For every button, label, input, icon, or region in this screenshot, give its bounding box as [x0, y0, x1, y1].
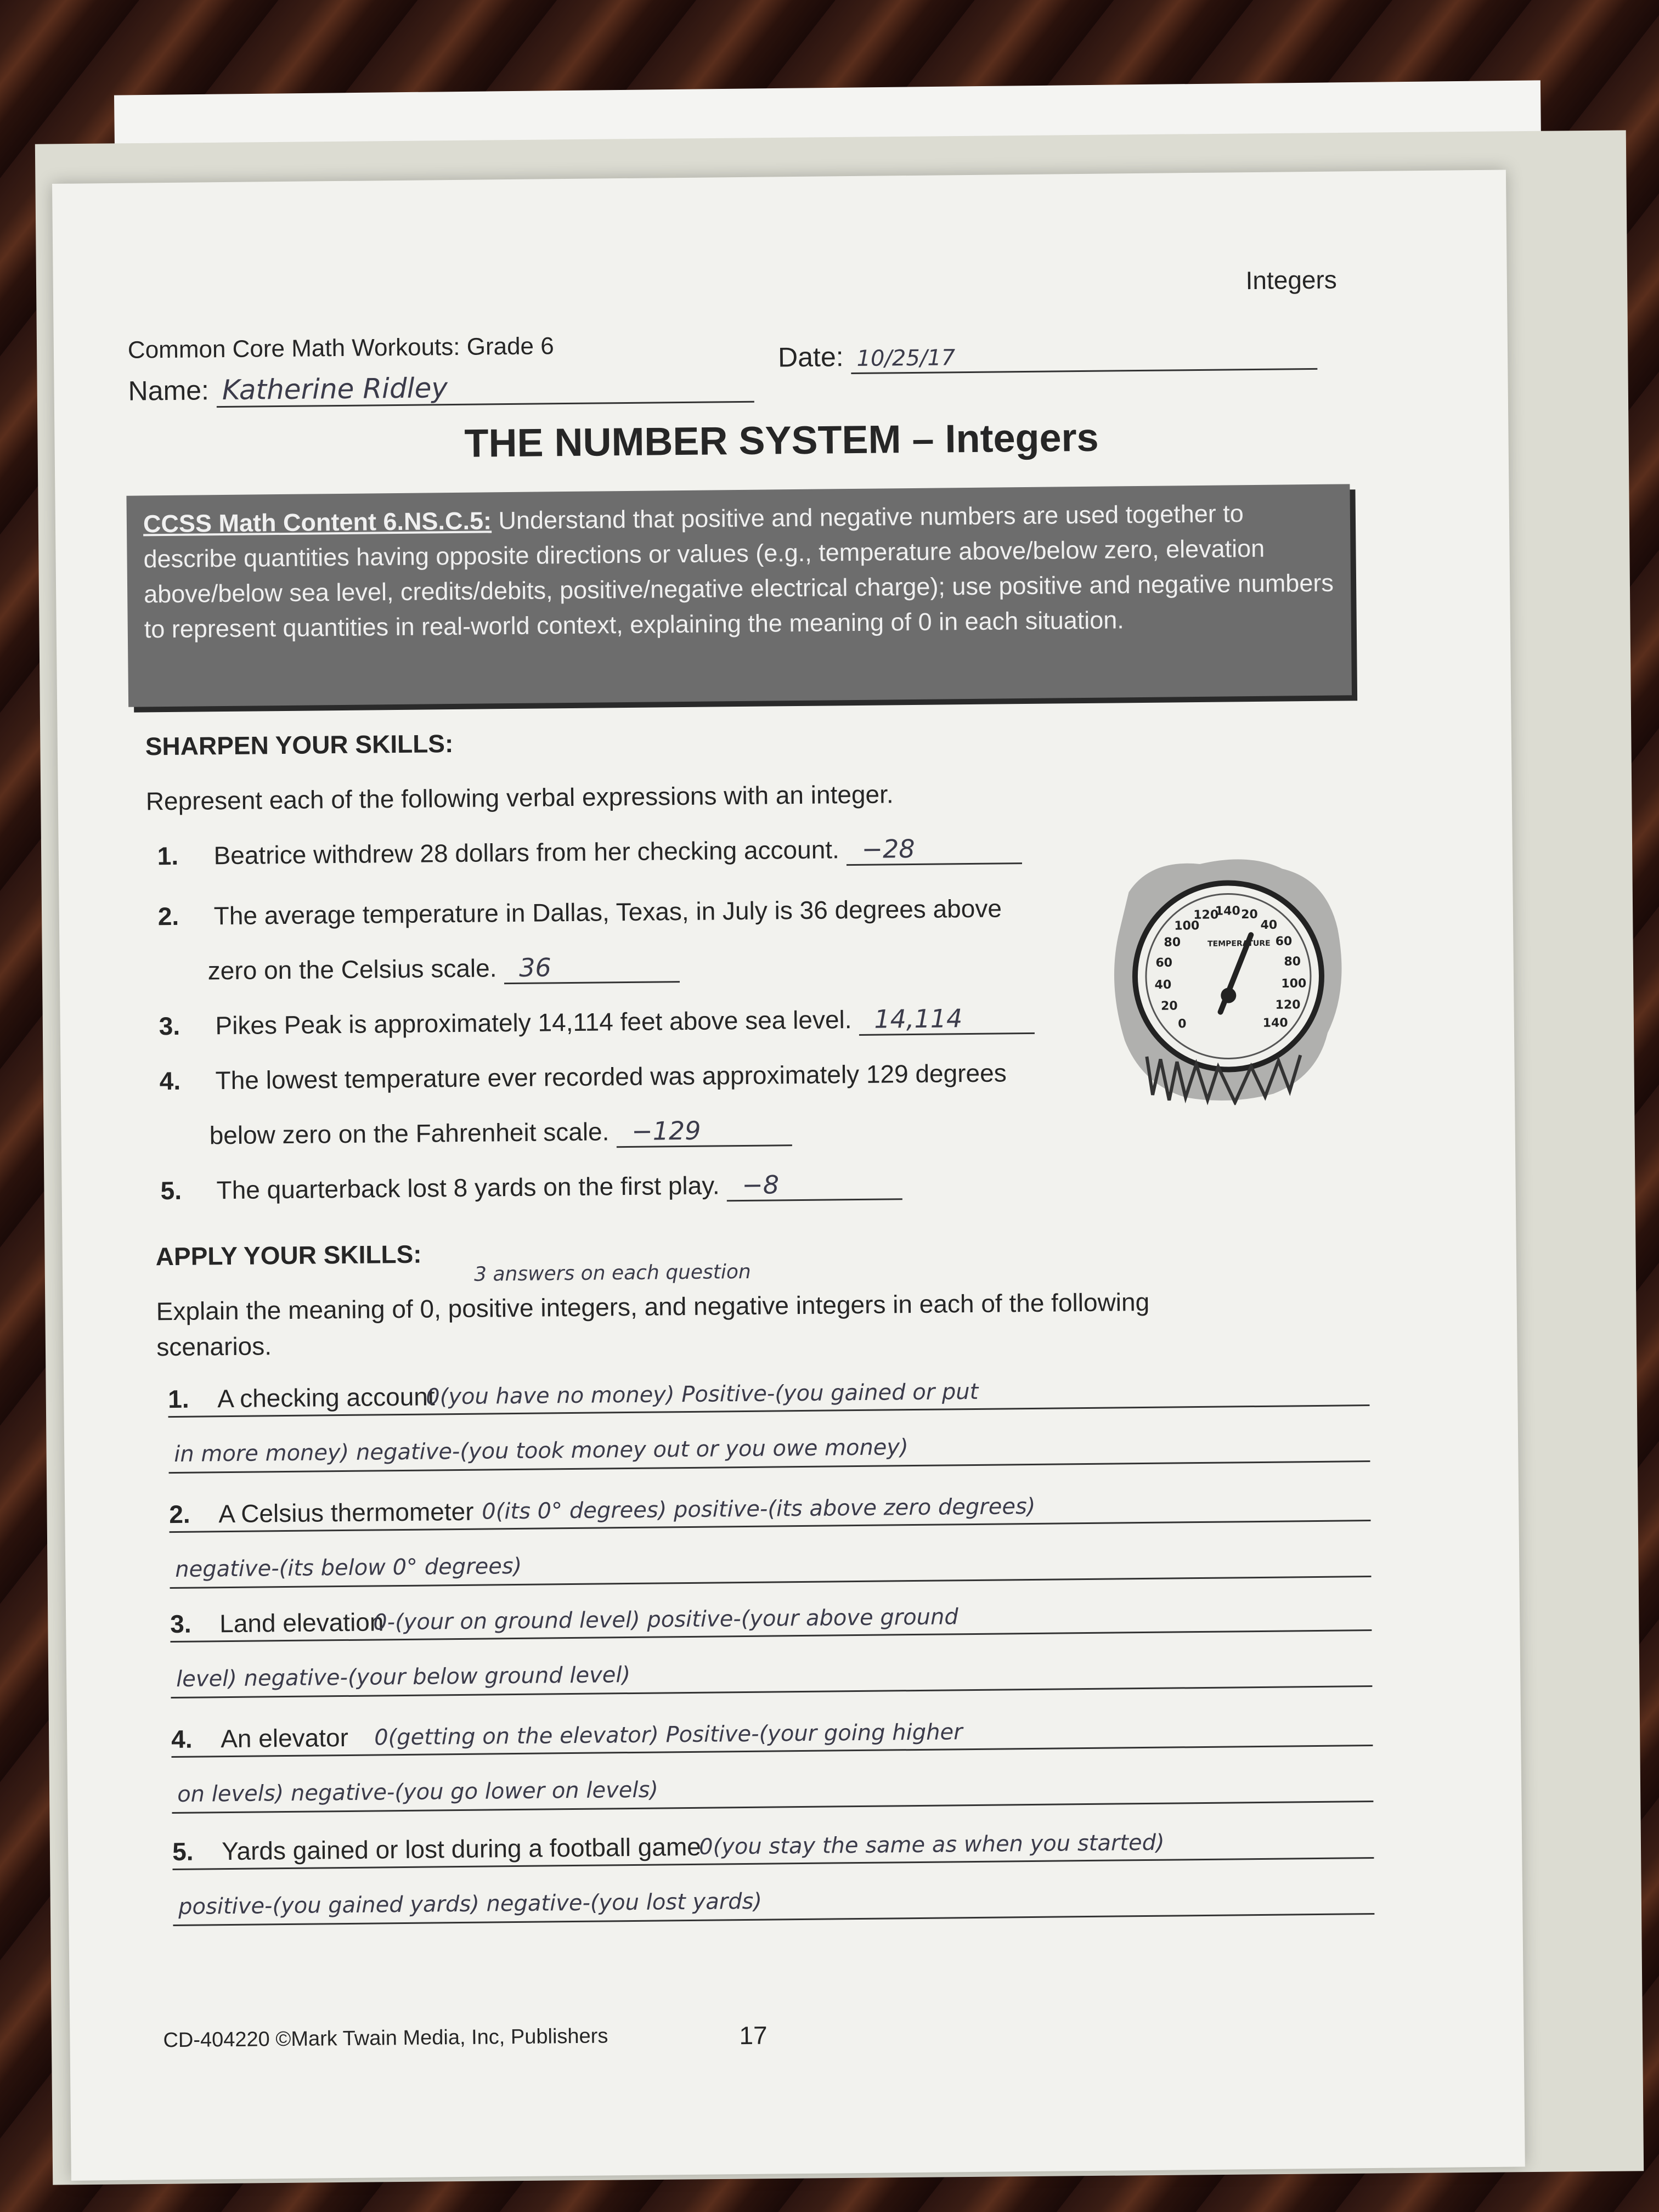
dial-tick-label: 60	[1275, 934, 1293, 949]
apply-item-1	[168, 1381, 435, 1414]
answer-line	[846, 833, 1022, 866]
topic-label: Integers	[1245, 265, 1338, 295]
answer-line	[726, 1169, 902, 1201]
answer-text: in more money) negative-(you took money out or you owe money)	[174, 1435, 909, 1467]
dial-tick-label: 80	[1164, 935, 1181, 950]
item-label: A checking account	[217, 1382, 435, 1413]
answer-value: −8	[742, 1170, 780, 1200]
sharpen-item-4	[159, 1058, 1006, 1096]
sharpen-item-3	[159, 1003, 1034, 1042]
item-number: 4.	[159, 1066, 181, 1096]
sharpen-item-2	[158, 893, 1002, 931]
needle-hub	[1221, 988, 1236, 1003]
apply-item-3	[170, 1607, 384, 1639]
apply-item-4	[171, 1723, 348, 1754]
answer-value: −28	[861, 833, 915, 864]
standard-code: CCSS Math Content 6.NS.C.5:	[143, 506, 492, 538]
answer-text: 0-(your on ground level) positive-(your above ground	[373, 1604, 958, 1635]
answer-text: negative-(its below 0° degrees)	[175, 1553, 522, 1582]
page-number: 17	[739, 2021, 768, 2050]
date-value: 10/25/17	[856, 345, 956, 371]
item-text: Beatrice withdrew 28 dollars from her checking account.	[213, 835, 840, 870]
dial-tick-label: 40	[1260, 918, 1278, 933]
answer-text: 0(you have no money) Positive-(you gained or put	[426, 1379, 979, 1410]
item-text: below zero on the Fahrenheit scale.	[209, 1117, 610, 1150]
thermometer-illustration	[1107, 846, 1350, 1106]
standard-box	[126, 484, 1352, 707]
dial-label: TEMPERATURE	[1207, 939, 1271, 949]
item-number: 1.	[168, 1384, 189, 1414]
item-text: The average temperature in Dallas, Texas, in July is 36 degrees above	[213, 894, 1002, 930]
apply-heading: APPLY YOUR SKILLS:	[155, 1239, 422, 1271]
answer-line	[504, 951, 680, 984]
item-text: The quarterback lost 8 yards on the first play.	[216, 1171, 720, 1205]
answer-text: on levels) negative-(you go lower on levels)	[177, 1777, 659, 1807]
date-label: Date:	[777, 341, 844, 373]
answer-line	[616, 1115, 792, 1148]
item-number: 2.	[157, 901, 179, 931]
apply-instructions: Explain the meaning of 0, positive integers, and negative integers in each of the following	[156, 1287, 1150, 1326]
item-number: 4.	[171, 1724, 193, 1754]
standard-text: Understand that positive and negative numbers are used together to describe quantities having opposite directions or values (e.g., temperature above/below zero, elevation above/below sea level, credits/debits, positive/negative electrical charge); use positive and negative numbers to represent quantities in real-world context, explaining the meaning of 0 in each situation.	[143, 499, 1334, 644]
item-number: 5.	[172, 1837, 194, 1866]
dial-tick-label: 60	[1155, 956, 1173, 970]
item-text: Pikes Peak is approximately 14,114 feet above sea level.	[215, 1005, 852, 1040]
answer-line	[172, 1745, 1373, 1758]
answer-value: 36	[518, 952, 552, 983]
dial-tick-label: 100	[1281, 977, 1307, 991]
answer-text: 0(you stay the same as when you started)	[698, 1830, 1165, 1860]
item-number: 1.	[157, 841, 179, 871]
answer-text: 0(getting on the elevator) Positive-(your going higher	[374, 1719, 963, 1751]
answer-value: 14,114	[874, 1003, 963, 1034]
name-line	[217, 369, 755, 408]
dial-tick-label: 20	[1241, 907, 1258, 922]
item-label: Land elevation	[219, 1607, 384, 1638]
answer-value: −129	[631, 1115, 701, 1146]
name-value: Katherine Ridley	[222, 372, 448, 407]
answer-line	[859, 1003, 1035, 1036]
dial-tick-label: 100	[1174, 919, 1200, 933]
item-number: 3.	[170, 1609, 191, 1639]
dial-tick-label: 140	[1215, 904, 1240, 918]
dial-tick-label: 140	[1262, 1016, 1288, 1030]
worksheet-page	[52, 170, 1525, 2181]
item-text: zero on the Celsius scale.	[207, 953, 497, 985]
apply-note: 3 answers on each question	[473, 1260, 751, 1286]
apply-item-5	[172, 1832, 701, 1866]
item-label: Yards gained or lost during a football game	[221, 1832, 702, 1866]
item-label: A Celsius thermometer	[218, 1497, 474, 1528]
sharpen-heading: SHARPEN YOUR SKILLS:	[145, 729, 454, 761]
item-number: 3.	[159, 1011, 180, 1041]
dial-tick-label: 80	[1284, 955, 1301, 969]
item-number: 2.	[169, 1499, 190, 1529]
sharpen-item-4-cont	[209, 1115, 792, 1152]
item-label: An elevator	[220, 1723, 349, 1753]
sharpen-item-1	[157, 833, 1022, 872]
item-text: The lowest temperature ever recorded was approximately 129 degrees	[215, 1058, 1007, 1095]
dial-tick-label: 20	[1160, 999, 1178, 1013]
book-title: Common Core Math Workouts: Grade 6	[127, 332, 554, 364]
apply-instructions-2: scenarios.	[156, 1331, 272, 1362]
sharpen-item-2-cont	[208, 951, 680, 987]
dial-tick-label: 120	[1275, 998, 1301, 1012]
name-field	[128, 369, 754, 409]
dial-tick-label: 0	[1178, 1017, 1187, 1031]
apply-item-2	[169, 1497, 474, 1529]
dial-tick-label: 120	[1193, 908, 1219, 922]
sharpen-item-5	[160, 1169, 902, 1207]
answer-text: positive-(you gained yards) negative-(you lost yards)	[178, 1888, 763, 1920]
name-label: Name:	[128, 375, 210, 407]
answer-text: 0(its 0° degrees) positive-(its above zero degrees)	[482, 1493, 1036, 1525]
footer-credit: CD-404220 ©Mark Twain Media, Inc, Publishers	[163, 2024, 608, 2052]
date-field	[778, 336, 1318, 375]
sharpen-instructions: Represent each of the following verbal expressions with an integer.	[145, 780, 894, 816]
dial-tick-label: 40	[1154, 978, 1172, 992]
date-line	[851, 336, 1318, 374]
answer-text: level) negative-(your below ground level)	[176, 1662, 631, 1692]
item-number: 5.	[160, 1176, 182, 1205]
page-title: THE NUMBER SYSTEM – Integers	[464, 415, 1099, 466]
